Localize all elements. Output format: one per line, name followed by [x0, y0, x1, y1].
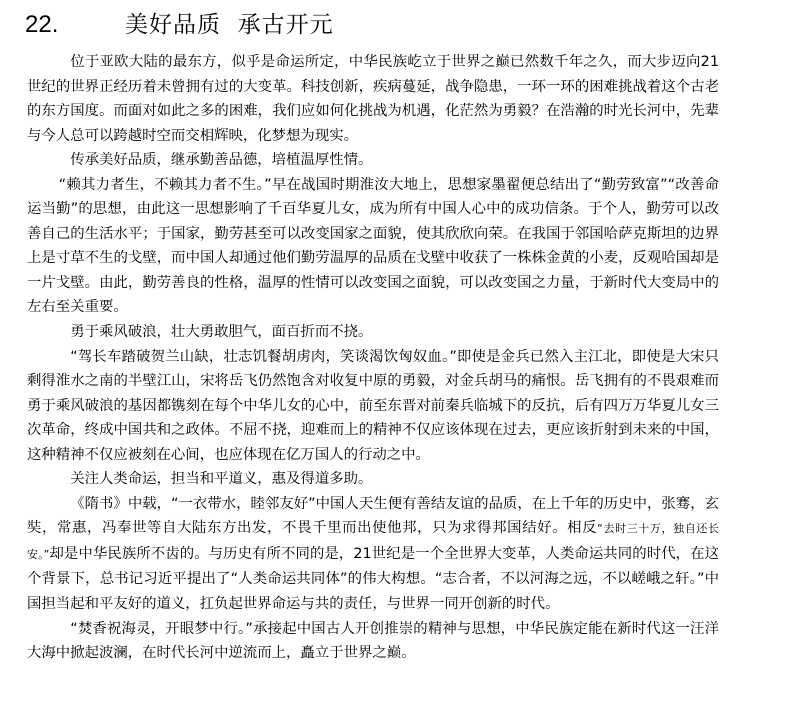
paragraph-intro: 位于亚欧大陆的最东方，似乎是命运所定，中华民族屹立于世界之巅已然数千年之久，而大步迈向21世纪的世界正经历着未曾拥有过的大变革。科技创新，疾病蔓延，战争隐患，一环一环的困难挑战着这个古老的东方国度。而面对如此之多的困难，我们应如何化挑战为机遇，化茫然为勇毅？在浩瀚的时光长河中，先辈与今人总可以跨越时空而交相辉映，化梦想为现实。 — [27, 54, 719, 144]
paragraph-body-3-part-2: 却是中华民族所不齿的。与历史有所不同的是，21世纪是一个全世界大变革，人类命运共同的时代，在这个背景下，总书记习近平提出了“人类命运共同体”的伟大构想。“志合者，不以河海之远，不以嵯峨之轩。”中国担当起和平友好的道义，扛负起世界命运与共的责任，与世界一同开创新的时代。 — [27, 545, 719, 613]
small-quote: “去时三十万，独自还长安。” — [27, 522, 719, 561]
paragraph-thesis-2: 勇于乘风破浪，壮大勇敢胆气，面百折而不挠。 — [70, 324, 373, 341]
paragraph-thesis-3: 关注人类命运，担当和平道义，惠及得道多助。 — [70, 471, 373, 488]
essay-number: 22. — [25, 11, 59, 38]
essay-title: 美好品质 承古开元 — [125, 12, 334, 38]
paragraph-body-3-part-1: 《隋书》中载，“一衣带水，睦邻友好”中国人天生便有善结友谊的品质，在上千年的历史中，张骞，玄奘，常惠，冯奉世等自大陆东方出发，不畏千里而出使他邦，只为求得邦国结好。相反 — [27, 495, 719, 537]
essay-body — [27, 50, 719, 666]
paragraph-conclusion: “焚香祝海灵，开眼梦中行。”承接起中国古人开创推崇的精神与思想，中华民族定能在新时代这一汪洋大海中掀起波澜，在时代长河中逆流而上，矗立于世界之巅。 — [27, 620, 719, 662]
paragraph-body-2: “驾长车踏破贺兰山缺，壮志饥餐胡虏肉，笑谈渴饮匈奴血。”即使是金兵已然入主江北，即使是大宋只剩得淮水之南的半壁江山，宋将岳飞仍然饱含对收复中原的勇毅，对金兵胡马的痛恨。岳飞拥有的不畏艰难而勇于乘风破浪的基因都镌刻在每个中华儿女的心中，前至东晋对前秦兵临城下的反抗，后有四万万华夏儿女三次革命，终成中国共和之政体。不屈不挠，迎难而上的精神不仅应该体现在过去，更应该折射到未来的中国，这种精神不仅应被刻在心间，也应体现在亿万国人的行动之中。 — [27, 348, 719, 463]
paragraph-body-3 — [27, 492, 719, 617]
essay-heading — [25, 6, 334, 40]
paragraph-body-1: “赖其力者生，不赖其力者不生。”早在战国时期淮汝大地上，思想家墨翟便总结出了“勤劳致富”“改善命运当勤”的思想，由此这一思想影响了千百华夏儿女，成为所有中国人心中的成功信条。于个人，勤劳可以改善自己的生活水平；于国家，勤劳甚至可以改变国家之面貌，使其欣欣向荣。在我国于邻国哈萨克斯坦的边界上是寸草不生的戈壁，而中国人却通过他们勤劳温厚的品质在戈壁中收获了一株株金黄的小麦，反观哈国却是一片戈壁。由此，勤劳善良的性格，温厚的性情可以改变国之面貌，可以改变国之力量，于新时代大变局中的左右至关重要。 — [27, 176, 719, 316]
paragraph-thesis-1: 传承美好品质，继承勤善品德，培植温厚性情。 — [70, 152, 373, 169]
